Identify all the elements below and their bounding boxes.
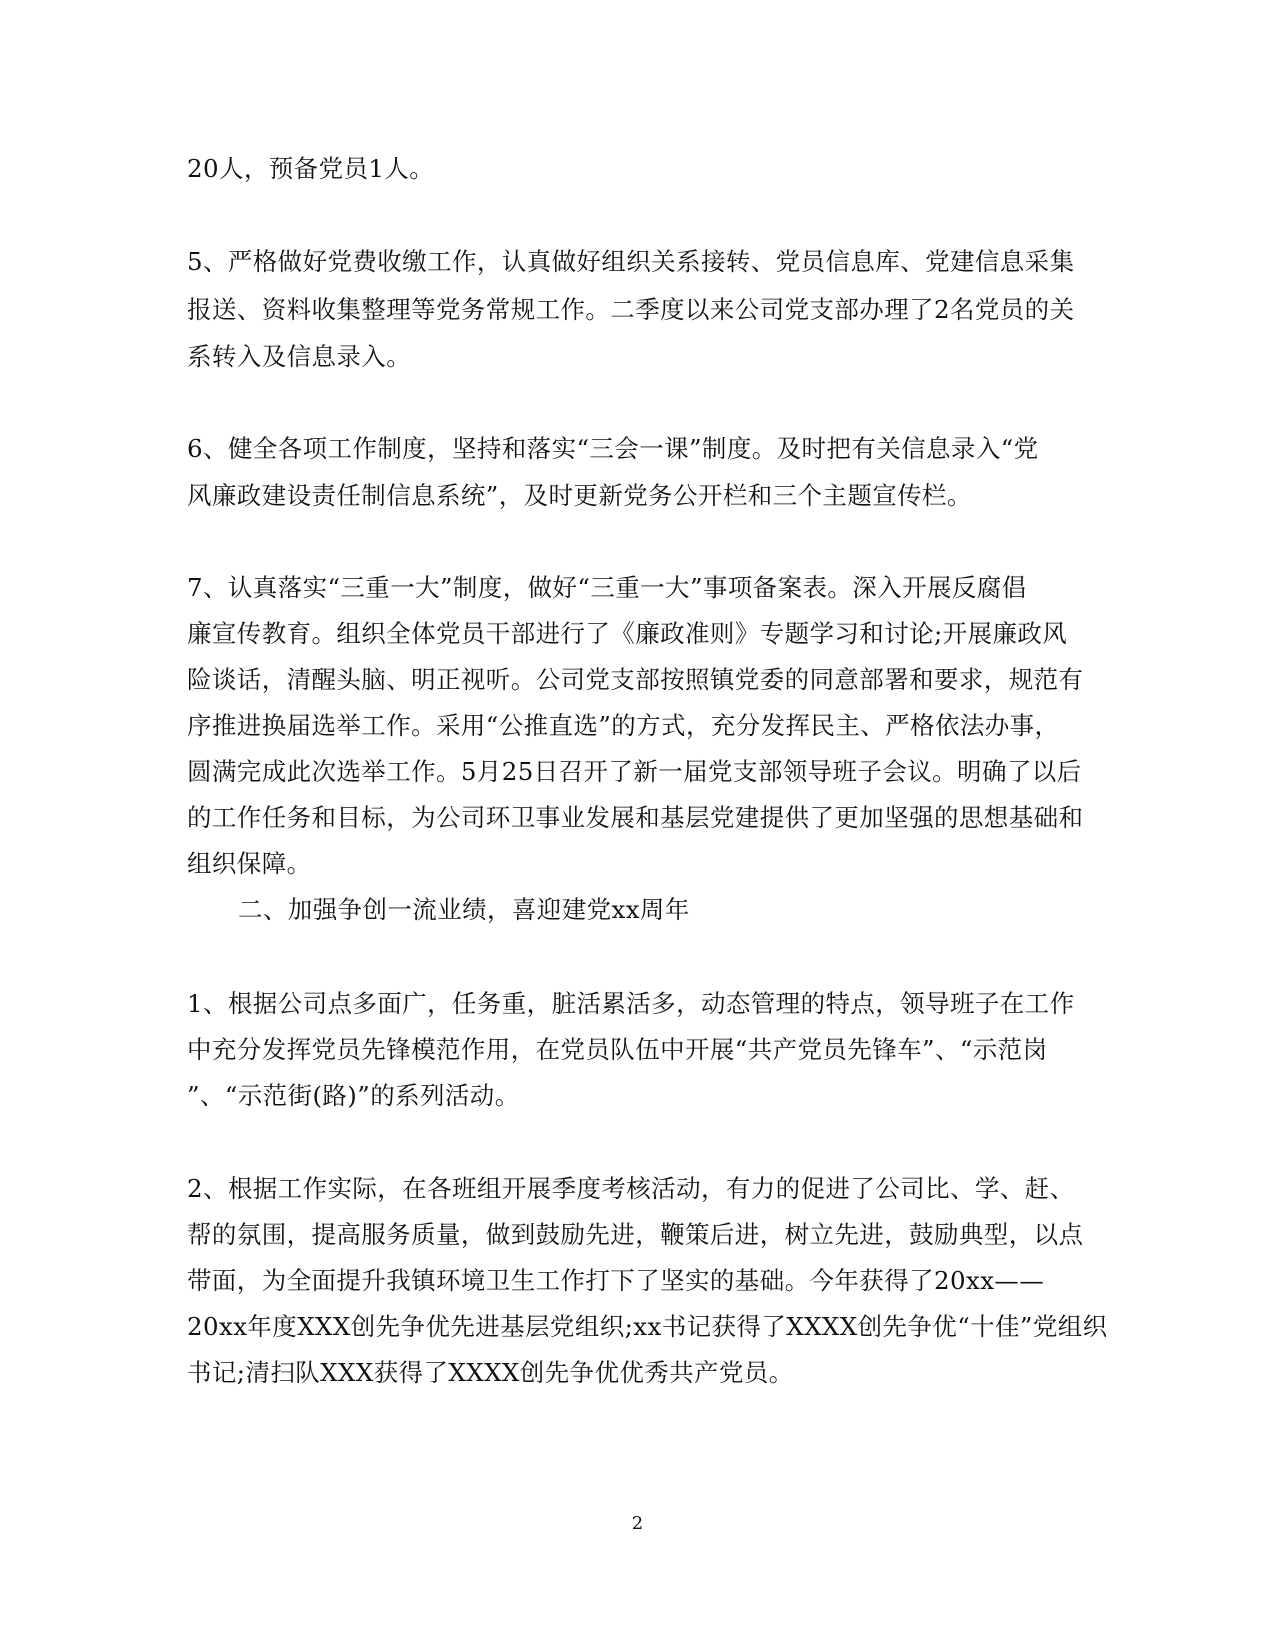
- text-line: 组织保障。: [187, 849, 312, 878]
- text-line: 序推进换届选举工作。采用“公推直选”的方式，充分发挥民主、严格依法办事，: [187, 711, 1060, 740]
- text-line: 2、根据工作实际，在各班组开展季度考核活动，有力的促进了公司比、学、赶、: [187, 1174, 1075, 1203]
- text-line: 7、认真落实“三重一大”制度，做好“三重一大”事项备案表。深入开展反腐倡: [187, 573, 1027, 602]
- text-line: 的工作任务和目标，为公司环卫事业发展和基层党建提供了更加坚强的思想基础和: [187, 803, 1084, 832]
- text-line: 1、根据公司点多面广，任务重，脏活累活多，动态管理的特点，领导班子在工作: [187, 989, 1075, 1018]
- text-line: 带面，为全面提升我镇环境卫生工作打下了坚实的基础。今年获得了20xx——: [187, 1266, 1045, 1295]
- text-line: 书记;清扫队XXX获得了XXXX创先争优优秀共产党员。: [187, 1358, 794, 1387]
- text-line: 险谈话，清醒头脑、明正视听。公司党支部按照镇党委的同意部署和要求，规范有: [187, 665, 1084, 694]
- text-line: 5、严格做好党费收缴工作，认真做好组织关系接转、党员信息库、党建信息采集: [187, 247, 1075, 276]
- text-line: 廉宣传教育。组织全体党员干部进行了《廉政准则》专题学习和讨论;开展廉政风: [187, 619, 1068, 648]
- text-line: 报送、资料收集整理等党务常规工作。二季度以来公司党支部办理了2名党员的关: [187, 295, 1075, 324]
- text-line: 风廉政建设责任制信息系统”，及时更新党务公开栏和三个主题宣传栏。: [187, 481, 972, 510]
- text-line: ”、“示范街(路)”的系列活动。: [187, 1081, 520, 1110]
- text-line: 系转入及信息录入。: [187, 342, 412, 371]
- page-number: 2: [631, 1513, 644, 1534]
- text-line: 20人，预备党员1人。: [187, 154, 435, 183]
- text-line: 20xx年度XXX创先争优先进基层党组织;xx书记获得了XXXX创先争优“十佳”党组织: [187, 1312, 1108, 1341]
- section-heading: 二、加强争创一流业绩，喜迎建党xx周年: [238, 895, 690, 924]
- text-line: 圆满完成此次选举工作。5月25日召开了新一届党支部领导班子会议。明确了以后: [187, 757, 1082, 786]
- text-line: 中充分发挥党员先锋模范作用，在党员队伍中开展“共产党员先锋车”、“示范岗: [187, 1035, 1048, 1064]
- text-line: 6、健全各项工作制度，坚持和落实“三会一课”制度。及时把有关信息录入“党: [187, 434, 1039, 463]
- text-line: 帮的氛围，提高服务质量，做到鼓励先进，鞭策后进，树立先进，鼓励典型，以点: [187, 1220, 1084, 1249]
